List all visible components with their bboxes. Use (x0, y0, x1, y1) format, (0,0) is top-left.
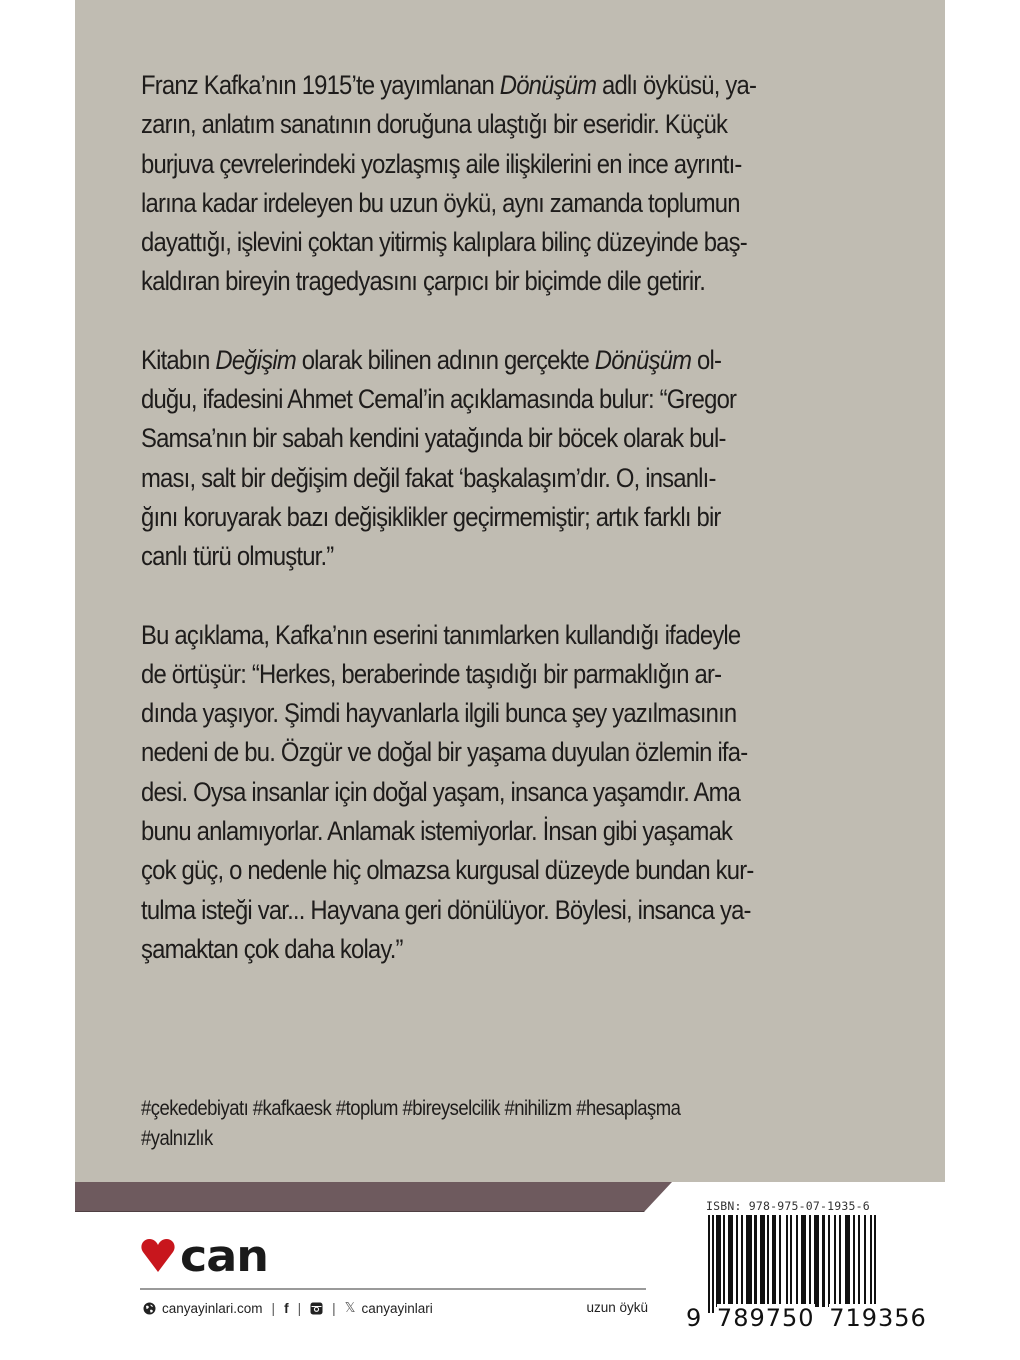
hashtag-line: #çekedebiyatı #kafkaesk #toplum #bireyselcilik #nihilizm #hesaplaşma (141, 1097, 681, 1120)
text-line: canlı türü olmuştur.” (141, 541, 334, 572)
text-line: dayattığı, işlevini çoktan yitirmiş kalıplara bilinç düzeyinde baş- (141, 227, 747, 258)
text-line: Samsa’nın bir sabah kendini yatağında bir böcek olarak bul- (141, 423, 726, 454)
barcode-first-digit: 9 (686, 1304, 703, 1332)
barcode-group-1: 789750 (716, 1304, 815, 1332)
heart-icon (140, 1238, 176, 1274)
text-line: tulma isteği var... Hayvana geri dönülüyor. Böylesi, insanca ya- (141, 894, 751, 925)
barcode-digits (686, 1304, 927, 1332)
text-line: larına kadar irdeleyen bu uzun öykü, aynı zamanda toplumun (141, 187, 740, 218)
text-line: duğu, ifadesini Ahmet Cemal’in açıklamasında bulur: “Gregor (141, 384, 737, 415)
facebook-icon[interactable]: f (284, 1300, 289, 1316)
text-line: Franz Kafka’nın 1915’te yayımlanan Dönüşüm adlı öyküsü, ya- (141, 70, 757, 100)
text-line: ması, salt bir değişim değil fakat ‘başkalaşım’dır. O, insanlı- (141, 462, 716, 493)
blurb-text (141, 66, 852, 1008)
color-band (75, 1182, 672, 1212)
separator: | (332, 1300, 336, 1316)
text-line: zarın, anlatım sanatının doruğuna ulaştığı bir eseridir. Küçük (141, 109, 728, 140)
hashtags (141, 1094, 845, 1154)
isbn-label: ISBN: 978-975-07-1935-6 (706, 1199, 870, 1213)
publisher-links (143, 1300, 433, 1316)
separator: | (271, 1300, 276, 1316)
text-line: kaldıran bireyin tragedyasını çarpıcı bir biçimde dile getirir. (141, 266, 706, 297)
text-line: de örtüşür: “Herkes, beraberinde taşıdığı bir parmaklığın ar- (141, 658, 722, 689)
barcode-group-2: 719356 (829, 1304, 927, 1332)
paragraph-2 (141, 341, 852, 577)
website-link[interactable]: canyayinlari.com (162, 1300, 263, 1316)
hashtag-line: #yalnızlık (141, 1127, 213, 1150)
paragraph-1 (141, 66, 852, 302)
text-line: nedeni de bu. Özgür ve doğal bir yaşama duyulan özlemin ifa- (141, 737, 748, 768)
separator: | (297, 1300, 302, 1316)
text-line: desi. Oysa insanlar için doğal yaşam, insanca yaşamdır. Ama (141, 776, 741, 807)
text-line: burjuva çevrelerindeki yozlaşmış aile ilişkilerini en ince ayrıntı- (141, 148, 742, 179)
globe-icon (143, 1302, 156, 1315)
logo-wordmark: can (180, 1230, 269, 1282)
instagram-icon[interactable] (310, 1302, 323, 1315)
text-line: ğını koruyarak bazı değişiklikler geçirmemiştir; artık farklı bir (141, 501, 721, 532)
text-line: şamaktan çok daha kolay.” (141, 933, 403, 964)
barcode-image (708, 1215, 876, 1313)
divider (140, 1288, 646, 1290)
paragraph-3 (141, 616, 852, 970)
text-line: bunu anlamıyorlar. Anlamak istemiyorlar. İnsan gibi yaşamak (141, 816, 733, 847)
genre-label: uzun öykü (586, 1300, 648, 1315)
x-handle-link[interactable]: canyayinlari (361, 1300, 433, 1316)
text-line: Kitabın Değişim olarak bilinen adının gerçekte Dönüşüm ol- (141, 344, 722, 375)
publisher-logo (140, 1230, 269, 1282)
text-line: çok güç, o nedenle hiç olmazsa kurgusal düzeyde bundan kur- (141, 855, 754, 886)
x-icon[interactable]: 𝕏 (344, 1300, 356, 1315)
text-line: Bu açıklama, Kafka’nın eserini tanımlarken kullandığı ifadeyle (141, 619, 741, 650)
text-line: dında yaşıyor. Şimdi hayvanlarla ilgili bunca şey yazılmasının (141, 698, 737, 729)
